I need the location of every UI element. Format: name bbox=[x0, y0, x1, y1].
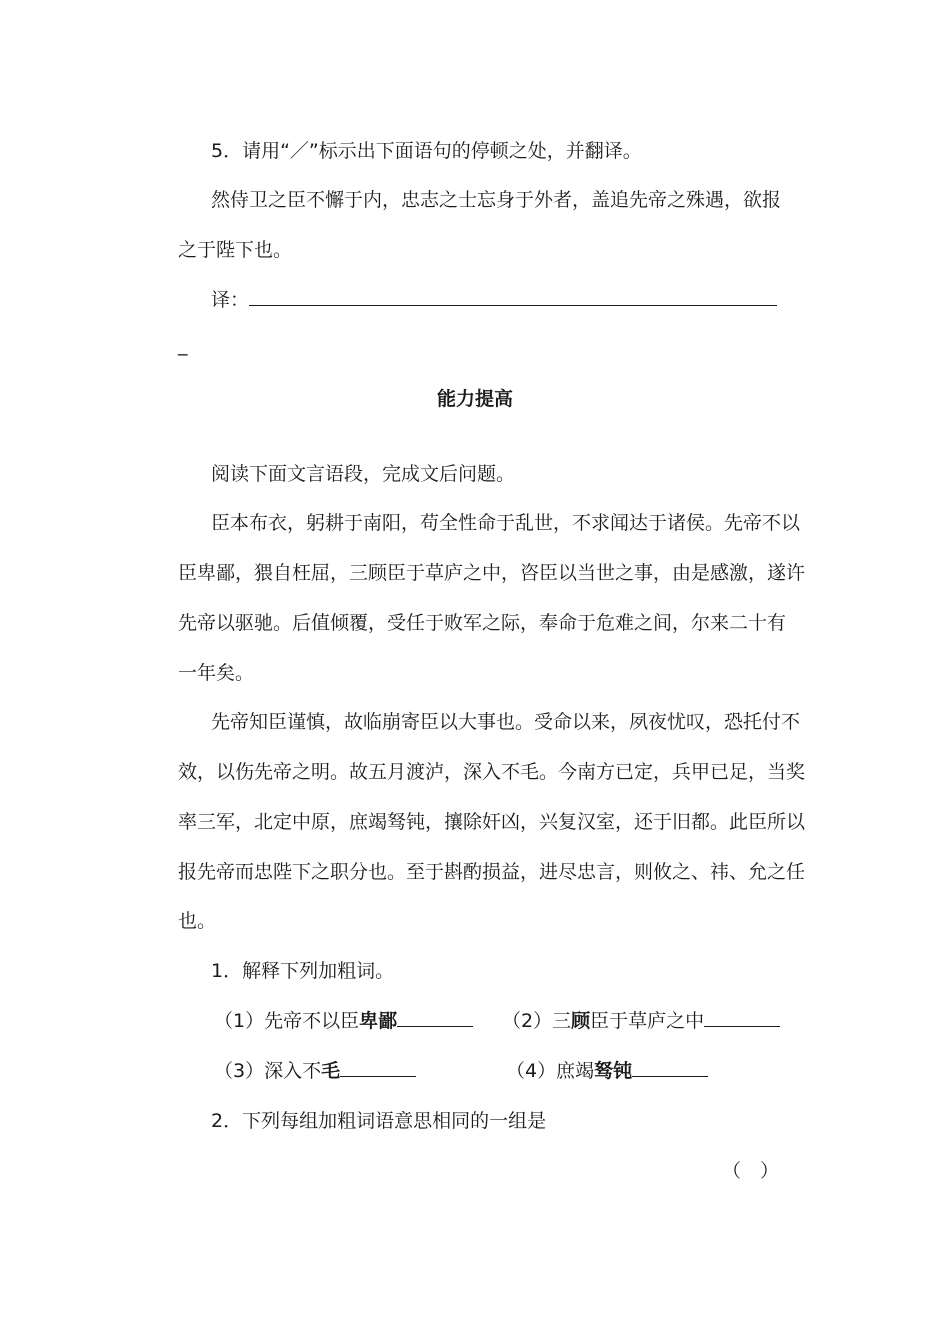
para1-line: 先帝以驱驰。后值倾覆，受任于败军之际，奉命于危难之间，尔来二十有 bbox=[178, 612, 787, 634]
translation-blank[interactable] bbox=[249, 285, 777, 306]
bold-word: 驽钝 bbox=[594, 1060, 633, 1082]
q2-prompt: 2．下列每组加粗词语意思相同的一组是 bbox=[211, 1110, 547, 1132]
bold-word: 卑鄙 bbox=[359, 1010, 398, 1032]
q1-item-4: （4）庶竭驽钝 bbox=[506, 1056, 708, 1086]
para2-line: 报先帝而忠陛下之职分也。至于斟酌损益，进尽忠言，则攸之、祎、允之任 bbox=[178, 861, 806, 883]
q1-prompt: 1．解释下列加粗词。 bbox=[211, 960, 395, 982]
trailing-mark: _ bbox=[178, 334, 188, 356]
reading-instruction: 阅读下面文言语段，完成文后问题。 bbox=[211, 463, 516, 485]
answer-blank[interactable] bbox=[340, 1056, 416, 1077]
q5-passage-line: 之于陛下也。 bbox=[178, 239, 293, 261]
para2-line: 率三军，北定中原，庶竭驽钝，攘除奸凶，兴复汉室，还于旧都。此臣所以 bbox=[178, 811, 806, 833]
q1-item-3: （3）深入不毛 bbox=[214, 1056, 416, 1086]
bold-word: 毛 bbox=[321, 1060, 341, 1082]
q5-passage-line: 然侍卫之臣不懈于内，忠志之士忘身于外者，盖追先帝之殊遇，欲报 bbox=[211, 189, 782, 211]
para2-line: 效，以伤先帝之明。故五月渡泸，深入不毛。今南方已定，兵甲已足，当奖 bbox=[178, 761, 806, 783]
q1-item-2: （2）三顾臣于草庐之中 bbox=[502, 1006, 780, 1036]
para2-line: 先帝知臣谨慎，故临崩寄臣以大事也。受命以来，夙夜忧叹，恐托付不 bbox=[211, 711, 801, 733]
bold-word: 顾 bbox=[571, 1010, 591, 1032]
q5-prompt: 5．请用“／”标示出下面语句的停顿之处，并翻译。 bbox=[211, 140, 642, 162]
translate-label: 译： bbox=[211, 289, 250, 311]
q1-item-1: （1）先帝不以臣卑鄙 bbox=[214, 1006, 473, 1036]
section-title: 能力提高 bbox=[436, 388, 513, 410]
q5-translation-row bbox=[211, 285, 778, 315]
answer-blank[interactable] bbox=[397, 1006, 473, 1027]
para2-line: 也。 bbox=[178, 910, 217, 932]
answer-blank[interactable] bbox=[704, 1006, 780, 1027]
answer-blank[interactable] bbox=[632, 1056, 708, 1077]
para1-line: 一年矣。 bbox=[178, 662, 255, 684]
para1-line: 臣本布衣，躬耕于南阳，苟全性命于乱世，不求闻达于诸侯。先帝不以 bbox=[211, 512, 801, 534]
para1-line: 臣卑鄙，猥自枉屈，三顾臣于草庐之中，咨臣以当世之事，由是感激，遂许 bbox=[178, 562, 806, 584]
answer-parentheses[interactable]: （ ） bbox=[722, 1160, 780, 1182]
